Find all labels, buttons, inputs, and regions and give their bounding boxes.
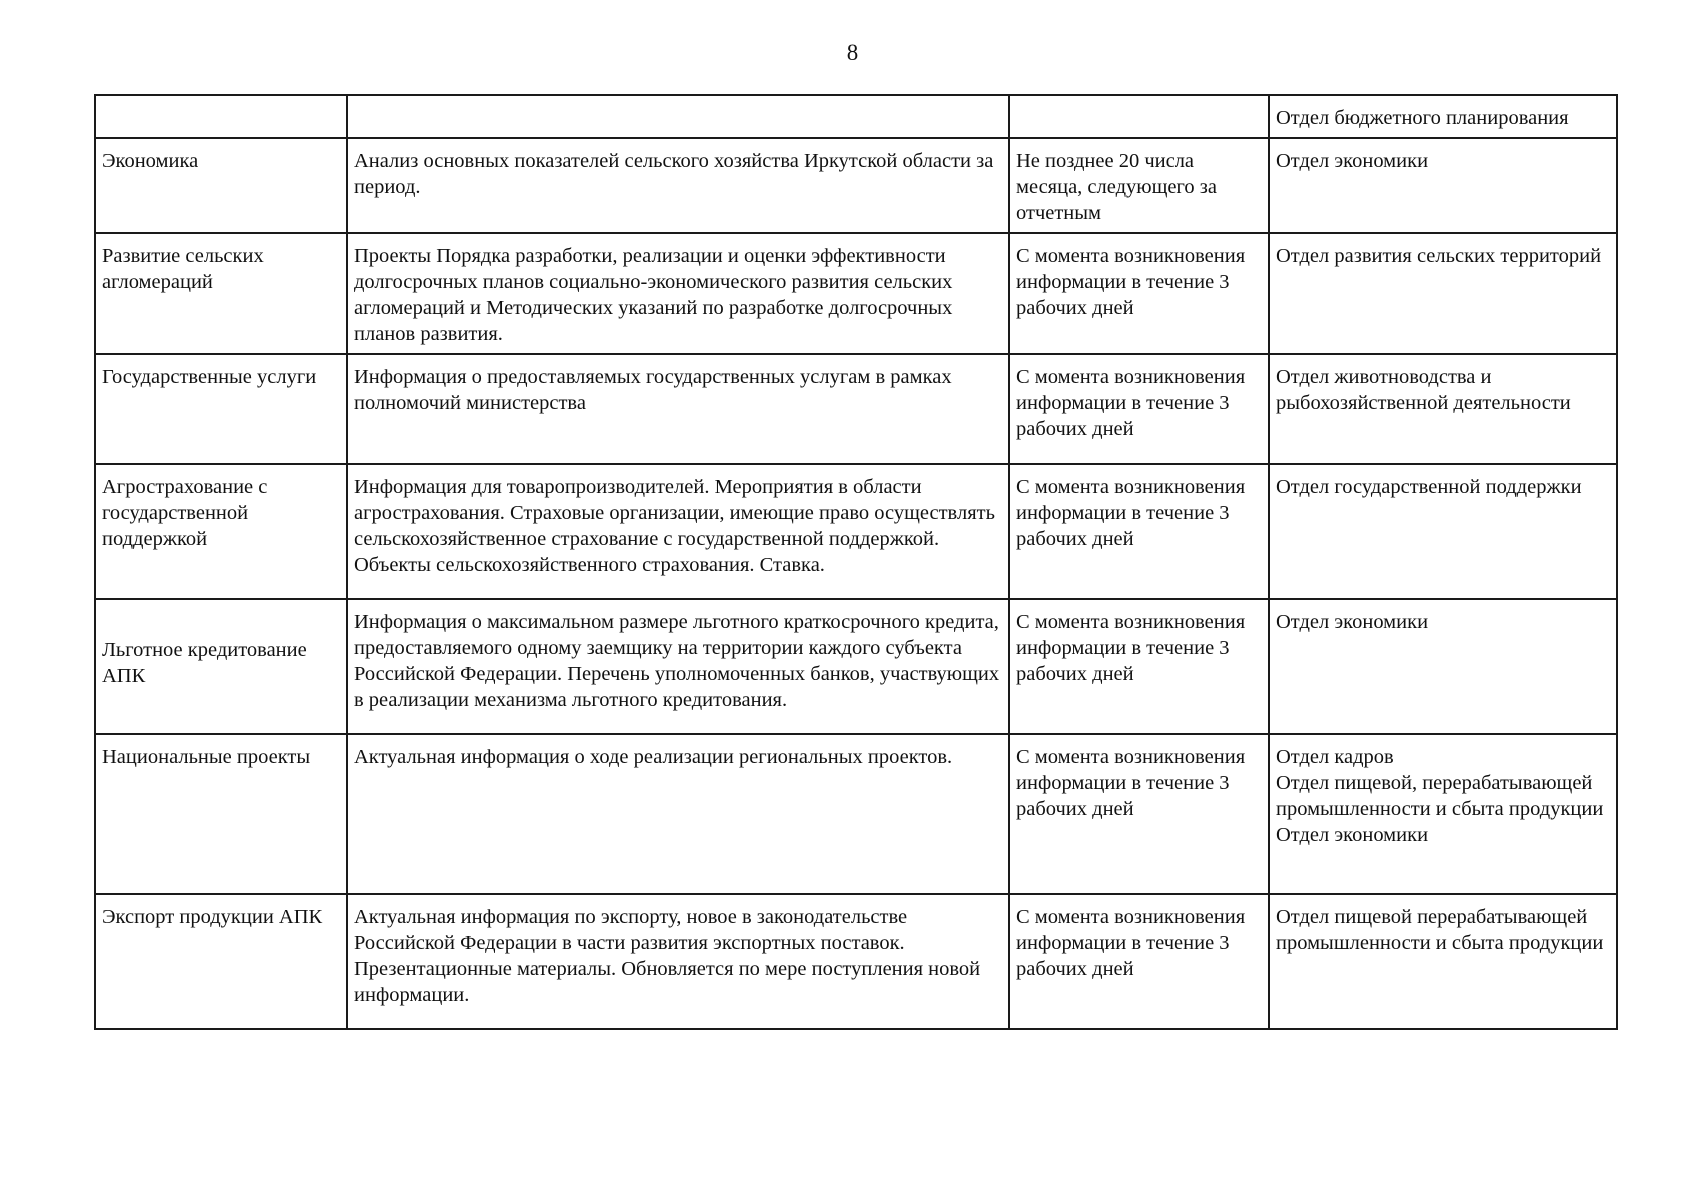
topic-cell: Государственные услуги: [95, 354, 347, 464]
responsible-cell: Отдел бюджетного планирования: [1269, 95, 1617, 138]
table-row: [95, 138, 1617, 233]
table-row: [95, 354, 1617, 464]
topic-cell: Экономика: [95, 138, 347, 233]
responsible-cell: Отдел животноводства и рыбохозяйственной деятельности: [1269, 354, 1617, 464]
responsible-cell: Отдел экономики: [1269, 599, 1617, 734]
content-cell: Проекты Порядка разработки, реализации и оценки эффективности долгосрочных планов социально-экономического развития сельских агломераций и Методических указаний по разработке долгосрочных планов развития.: [347, 233, 1009, 354]
content-cell: Актуальная информация по экспорту, новое в законодательстве Российской Федерации в части развития экспортных поставок. Презентационные материалы. Обновляется по мере поступления новой информации.: [347, 894, 1009, 1029]
topic-cell: Льготное кредитование АПК: [95, 599, 347, 734]
content-cell: [347, 95, 1009, 138]
content-cell: Информация о предоставляемых государственных услугам в рамках полномочий министерства: [347, 354, 1009, 464]
deadline-cell: С момента возникновения информации в течение 3 рабочих дней: [1009, 894, 1269, 1029]
table-row: [95, 95, 1617, 138]
topic-cell: Развитие сельских агломераций: [95, 233, 347, 354]
content-cell: Информация для товаропроизводителей. Мероприятия в области агрострахования. Страховые организации, имеющие право осуществлять сельскохозяйственное страхование с государственной поддержкой. Объекты сельскохозяйственного страхования. Ставка.: [347, 464, 1009, 599]
deadline-cell: С момента возникновения информации в течение 3 рабочих дней: [1009, 599, 1269, 734]
responsible-cell: Отдел экономики: [1269, 138, 1617, 233]
table-row: [95, 734, 1617, 894]
deadline-cell: С момента возникновения информации в течение 3 рабочих дней: [1009, 464, 1269, 599]
table-row: [95, 894, 1617, 1029]
responsible-cell: Отдел развития сельских территорий: [1269, 233, 1617, 354]
page-number: 8: [846, 40, 859, 65]
content-cell: Информация о максимальном размере льготного краткосрочного кредита, предоставляемого одному заемщику на территории каждого субъекта Российской Федерации. Перечень уполномоченных банков, участвующих в реализации механизма льготного кредитования.: [347, 599, 1009, 734]
content-cell: Анализ основных показателей сельского хозяйства Иркутской области за период.: [347, 138, 1009, 233]
responsible-cell: Отдел пищевой перерабатывающей промышленности и сбыта продукции: [1269, 894, 1617, 1029]
deadline-cell: Не позднее 20 числа месяца, следующего за отчетным: [1009, 138, 1269, 233]
topic-cell: Экспорт продукции АПК: [95, 894, 347, 1029]
deadline-cell: С момента возникновения информации в течение 3 рабочих дней: [1009, 354, 1269, 464]
responsible-cell: Отдел государственной поддержки: [1269, 464, 1617, 599]
topic-cell: Агрострахование с государственной поддержкой: [95, 464, 347, 599]
table-row: [95, 233, 1617, 354]
topic-cell: [95, 95, 347, 138]
responsible-cell: Отдел кадров Отдел пищевой, перерабатывающей промышленности и сбыта продукции Отдел экономики: [1269, 734, 1617, 894]
deadline-cell: С момента возникновения информации в течение 3 рабочих дней: [1009, 734, 1269, 894]
table-row: [95, 464, 1617, 599]
info-table: [94, 94, 1618, 1030]
content-cell: Актуальная информация о ходе реализации региональных проектов.: [347, 734, 1009, 894]
table-row: [95, 599, 1617, 734]
deadline-cell: С момента возникновения информации в течение 3 рабочих дней: [1009, 233, 1269, 354]
deadline-cell: [1009, 95, 1269, 138]
topic-cell: Национальные проекты: [95, 734, 347, 894]
